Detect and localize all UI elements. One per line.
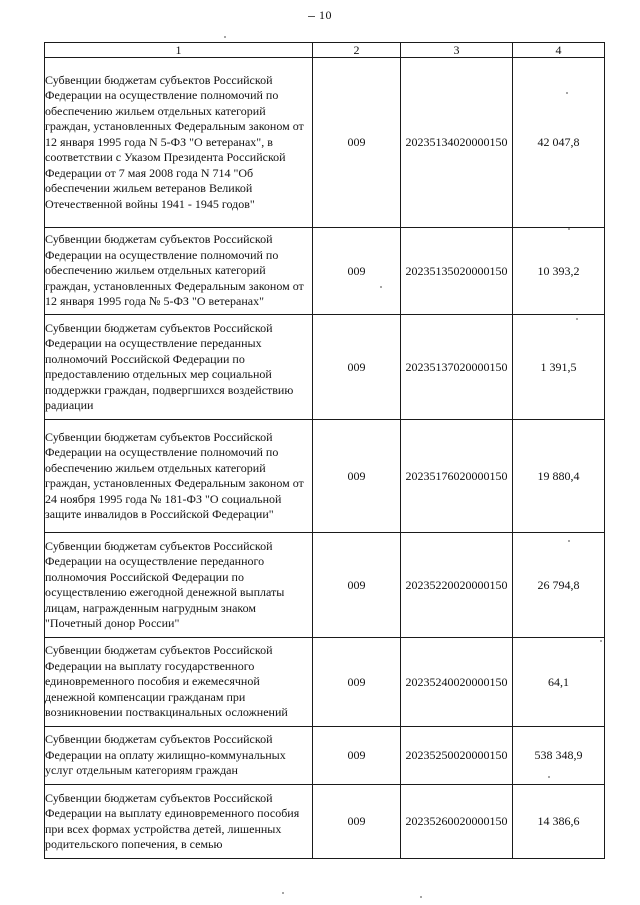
row-admin-code: 009 <box>313 727 401 785</box>
row-budget-code: 20235137020000150 <box>401 315 513 420</box>
row-amount: 19 880,4 <box>513 420 605 533</box>
header-col-4: 4 <box>513 43 605 58</box>
table-row <box>45 58 605 228</box>
row-amount: 64,1 <box>513 638 605 727</box>
row-admin-code: 009 <box>313 638 401 727</box>
subsidies-table <box>44 42 605 859</box>
scan-mark <box>308 16 315 17</box>
row-admin-code: 009 <box>313 228 401 315</box>
row-budget-code: 20235260020000150 <box>401 785 513 859</box>
table-row <box>45 638 605 727</box>
row-description: Субвенции бюджетам субъектов Российской Федерации на осуществление полномочий по обеспечению жильем отдельных категорий граждан, установленных Федеральным законом от 12 января 1995 года N 5-ФЗ "О ветеранах", в соответствии с Указом Президента Российской Федерации от 7 мая 2008 года N 714 "Об обеспечении жильем ветеранов Великой Отечественной войны 1941 - 1945 годов" <box>45 58 313 228</box>
scan-speck <box>568 228 570 230</box>
row-admin-code: 009 <box>313 315 401 420</box>
row-description: Субвенции бюджетам субъектов Российской Федерации на осуществление переданных полномочий Российской Федерации по предоставлению отдельных мер социальной поддержки граждан, подвергшихся воздействию радиации <box>45 315 313 420</box>
row-description: Субвенции бюджетам субъектов Российской Федерации на выплату единовременного пособия при всех формах устройства детей, лишенных родительского попечения, в семью <box>45 785 313 859</box>
table-body <box>45 58 605 859</box>
row-admin-code: 009 <box>313 58 401 228</box>
row-amount: 10 393,2 <box>513 228 605 315</box>
scan-speck <box>568 540 570 542</box>
table-row <box>45 533 605 638</box>
row-description: Субвенции бюджетам субъектов Российской Федерации на оплату жилищно-коммунальных услуг отдельным категориям граждан <box>45 727 313 785</box>
row-budget-code: 20235240020000150 <box>401 638 513 727</box>
row-amount: 14 386,6 <box>513 785 605 859</box>
scan-speck <box>576 318 578 320</box>
row-budget-code: 20235135020000150 <box>401 228 513 315</box>
table-header <box>45 43 605 58</box>
scan-speck <box>566 92 568 94</box>
header-row <box>45 43 605 58</box>
row-amount: 538 348,9 <box>513 727 605 785</box>
scan-speck <box>224 36 226 38</box>
row-budget-code: 20235134020000150 <box>401 58 513 228</box>
row-budget-code: 20235220020000150 <box>401 533 513 638</box>
row-budget-code: 20235250020000150 <box>401 727 513 785</box>
header-col-2: 2 <box>313 43 401 58</box>
table-row <box>45 420 605 533</box>
table-row <box>45 315 605 420</box>
header-col-1: 1 <box>45 43 313 58</box>
row-budget-code: 20235176020000150 <box>401 420 513 533</box>
row-admin-code: 009 <box>313 420 401 533</box>
row-amount: 1 391,5 <box>513 315 605 420</box>
scan-speck <box>420 896 422 898</box>
table-row <box>45 785 605 859</box>
row-description: Субвенции бюджетам субъектов Российской Федерации на осуществление полномочий по обеспечению жильем отдельных категорий граждан, установленных Федеральным законом от 24 ноября 1995 года № 181-ФЗ "О социальной защите инвалидов в Российской Федерации" <box>45 420 313 533</box>
row-description: Субвенции бюджетам субъектов Российской Федерации на выплату государственного единовременного пособия и ежемесячной денежной компенсации гражданам при возникновении поствакцинальных осложнений <box>45 638 313 727</box>
row-amount: 42 047,8 <box>513 58 605 228</box>
scan-speck <box>600 640 602 642</box>
row-amount: 26 794,8 <box>513 533 605 638</box>
page-number: 10 <box>319 8 332 22</box>
page-number-container <box>0 8 640 23</box>
table-row <box>45 228 605 315</box>
row-description: Субвенции бюджетам субъектов Российской Федерации на осуществление переданного полномочия Российской Федерации по осуществлению ежегодной денежной выплаты лицам, награжденным нагрудным знаком "Почетный донор России" <box>45 533 313 638</box>
header-col-3: 3 <box>401 43 513 58</box>
scan-speck <box>282 892 284 894</box>
scan-speck <box>380 286 382 288</box>
row-admin-code: 009 <box>313 533 401 638</box>
row-description: Субвенции бюджетам субъектов Российской Федерации на осуществление полномочий по обеспечению жильем отдельных категорий граждан, установленных Федеральным законом от 12 января 1995 года № 5-ФЗ "О ветеранах" <box>45 228 313 315</box>
table-row <box>45 727 605 785</box>
row-admin-code: 009 <box>313 785 401 859</box>
scan-speck <box>548 776 550 778</box>
